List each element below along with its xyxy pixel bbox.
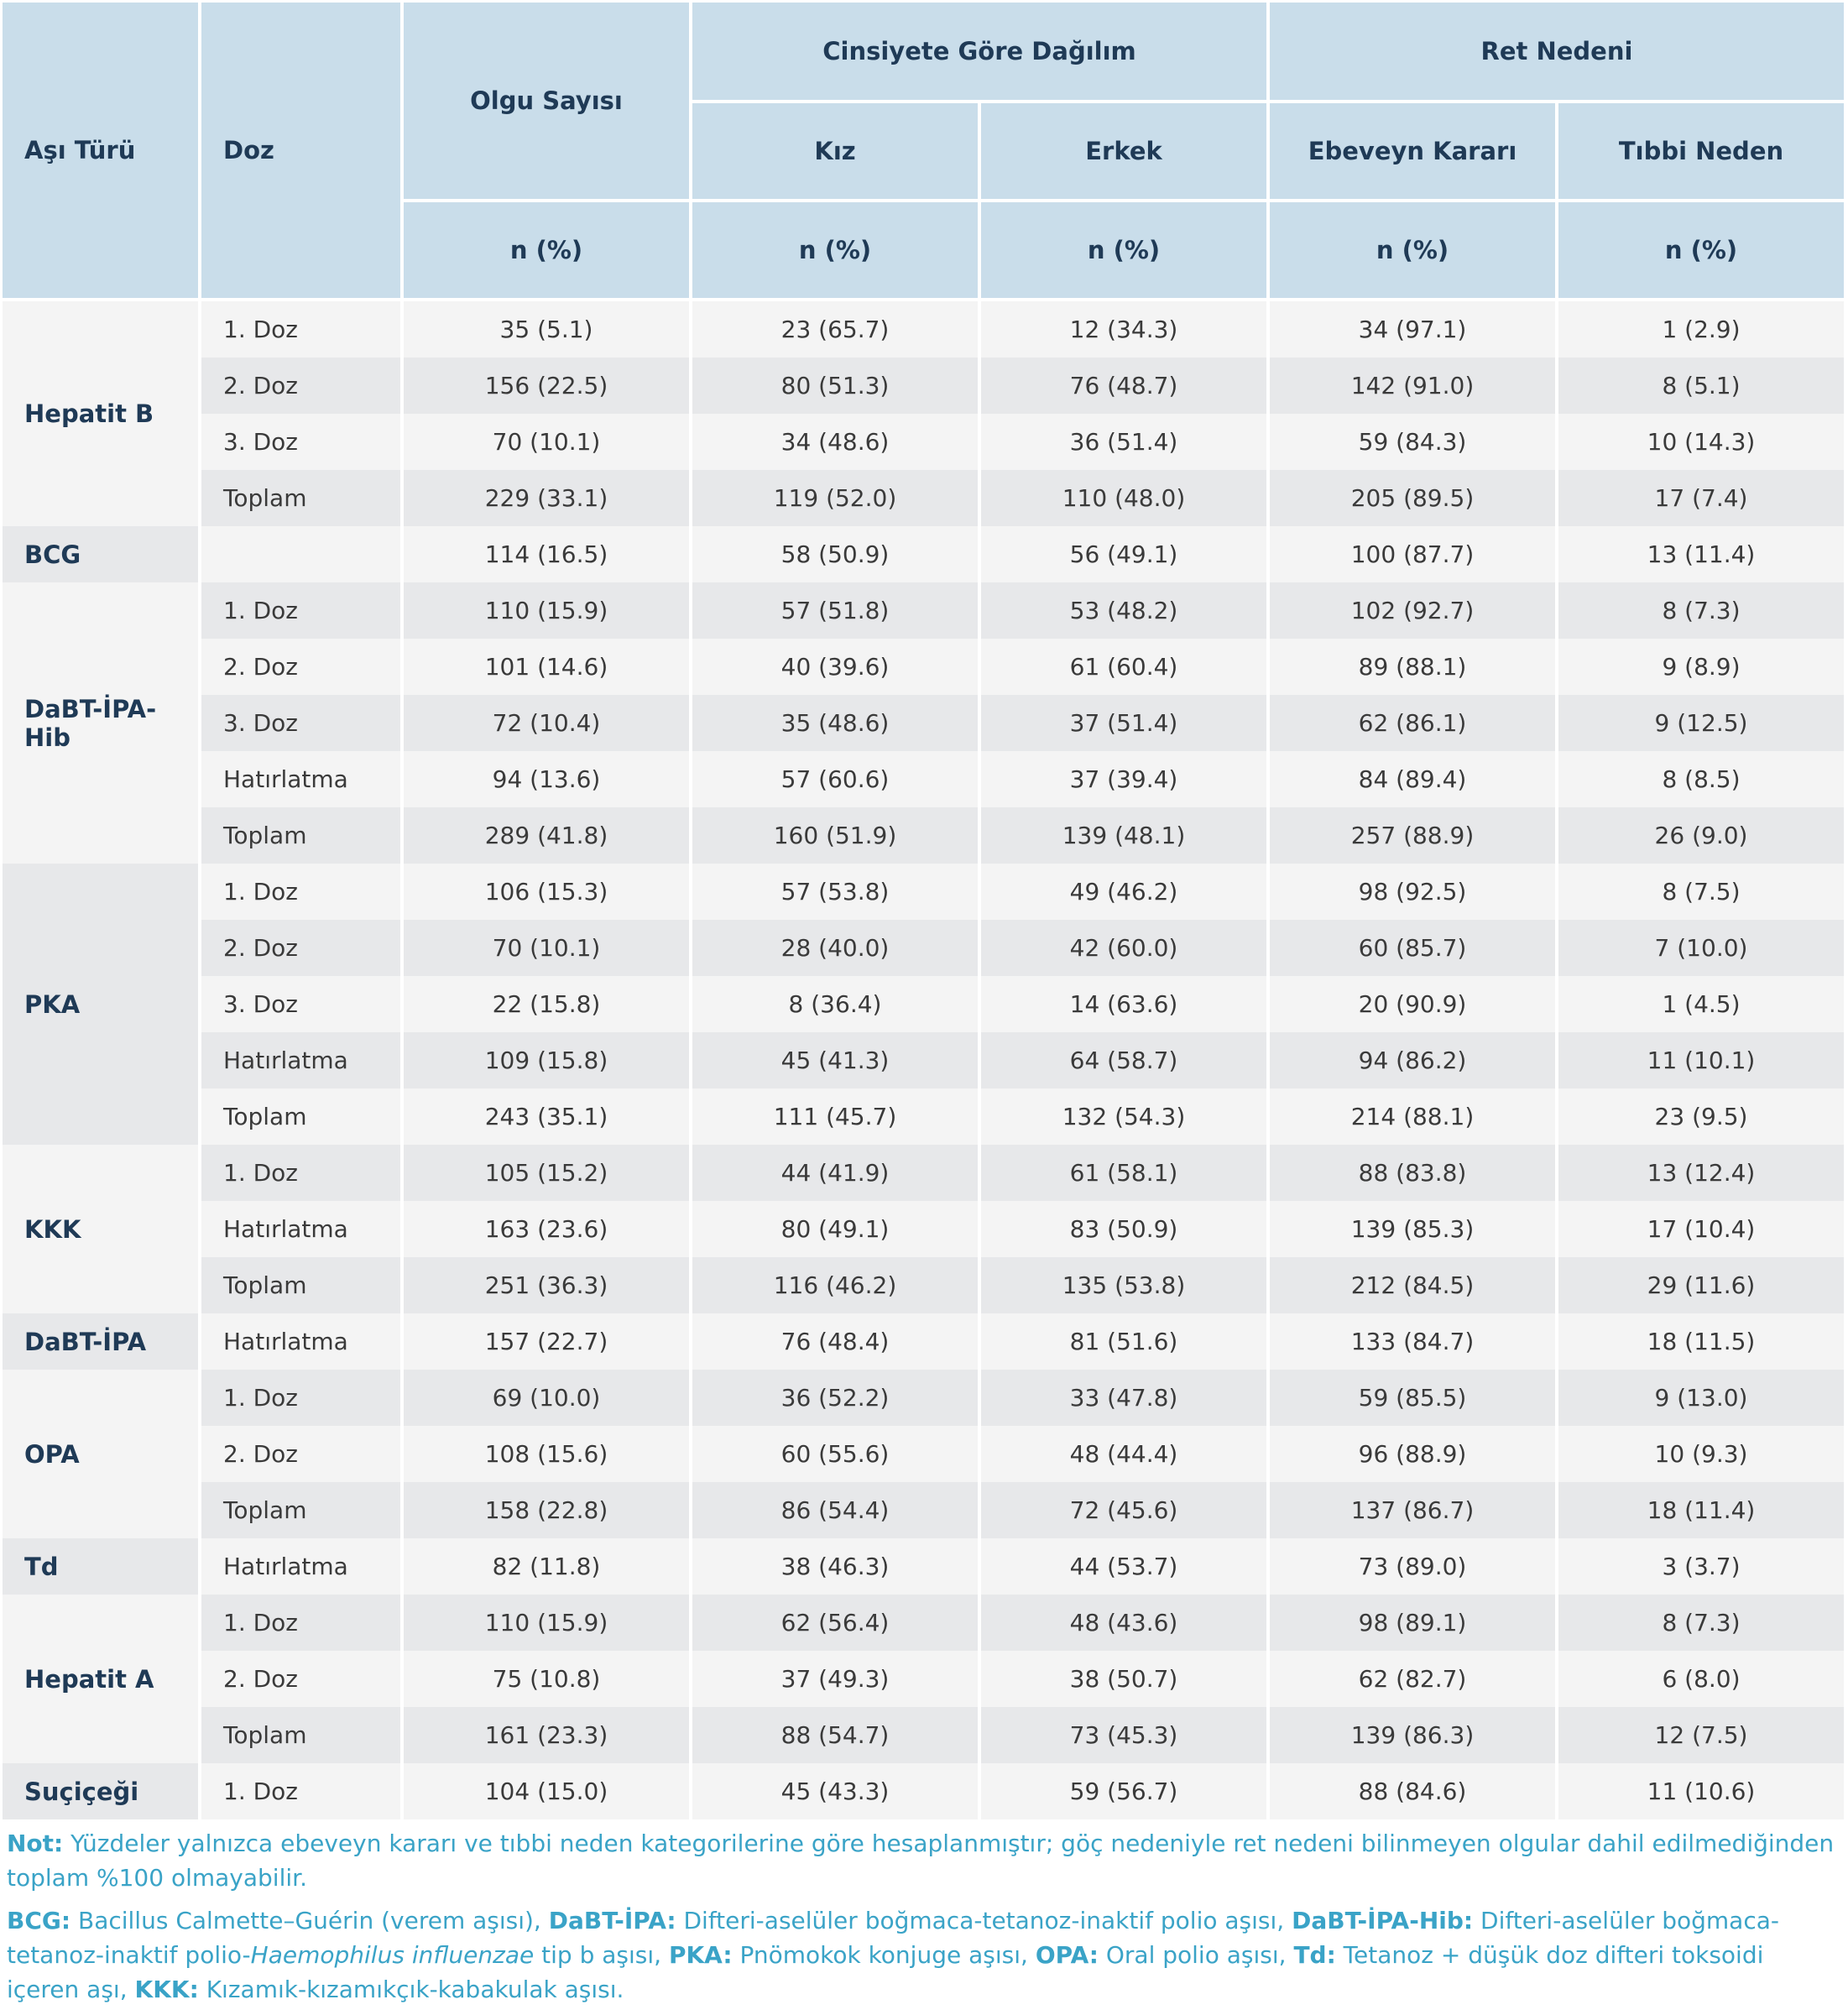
case-count-cell: 157 (22.7) (404, 1313, 689, 1370)
dose-cell: 1. Doz (201, 1763, 400, 1819)
medical-reason-cell: 9 (12.5) (1558, 695, 1844, 751)
medical-reason-cell: 18 (11.4) (1558, 1482, 1844, 1538)
medical-reason-cell: 8 (7.5) (1558, 864, 1844, 920)
boy-cell: 81 (51.6) (981, 1313, 1266, 1370)
boy-cell: 61 (58.1) (981, 1145, 1266, 1201)
medical-reason-cell: 8 (5.1) (1558, 358, 1844, 414)
table-row (3, 1763, 1844, 1819)
abbr-text: Difteri-aselüler boğmaca-tetanoz-inaktif polio- (7, 1907, 1779, 1969)
abbr-text: Difteri-aselüler boğmaca-tetanoz-inaktif polio aşısı, (676, 1907, 1292, 1934)
table-row (3, 301, 1844, 358)
girl-cell: 88 (54.7) (692, 1707, 978, 1763)
abbr-text: tip b aşısı, (534, 1941, 669, 1969)
medical-reason-cell: 1 (4.5) (1558, 976, 1844, 1032)
table-row (3, 976, 1844, 1032)
table-row (3, 1538, 1844, 1595)
abbr-text: Bacillus Calmette–Guérin (verem aşısı), (70, 1907, 549, 1934)
header-n-pct: n (%) (692, 202, 978, 301)
abbr-label: DaBT-İPA-Hib: (1292, 1907, 1474, 1934)
dose-cell: Hatırlatma (201, 1201, 400, 1257)
case-count-cell: 35 (5.1) (404, 301, 689, 358)
medical-reason-cell: 9 (8.9) (1558, 639, 1844, 695)
boy-cell: 83 (50.9) (981, 1201, 1266, 1257)
case-count-cell: 108 (15.6) (404, 1426, 689, 1482)
table-row (3, 470, 1844, 526)
header-n-pct: n (%) (404, 202, 689, 301)
boy-cell: 135 (53.8) (981, 1257, 1266, 1313)
medical-reason-cell: 8 (8.5) (1558, 751, 1844, 807)
vaccine-type-cell: Td (3, 1538, 198, 1595)
vaccine-type-cell: PKA (3, 864, 198, 1145)
medical-reason-cell: 6 (8.0) (1558, 1651, 1844, 1707)
girl-cell: 111 (45.7) (692, 1088, 978, 1145)
parent-decision-cell: 59 (84.3) (1270, 414, 1555, 470)
girl-cell: 57 (51.8) (692, 582, 978, 639)
boy-cell: 37 (39.4) (981, 751, 1266, 807)
parent-decision-cell: 102 (92.7) (1270, 582, 1555, 639)
medical-reason-cell: 3 (3.7) (1558, 1538, 1844, 1595)
abbr-italic: Haemophilus influenzae (250, 1941, 535, 1969)
boy-cell: 73 (45.3) (981, 1707, 1266, 1763)
parent-decision-cell: 20 (90.9) (1270, 976, 1555, 1032)
dose-cell: 2. Doz (201, 358, 400, 414)
case-count-cell: 106 (15.3) (404, 864, 689, 920)
medical-reason-cell: 26 (9.0) (1558, 807, 1844, 864)
girl-cell: 38 (46.3) (692, 1538, 978, 1595)
girl-cell: 23 (65.7) (692, 301, 978, 358)
dose-cell: 3. Doz (201, 976, 400, 1032)
abbreviations-paragraph (7, 1903, 1836, 2007)
dose-cell: 1. Doz (201, 1145, 400, 1201)
dose-cell: Toplam (201, 470, 400, 526)
dose-cell: Toplam (201, 1707, 400, 1763)
parent-decision-cell: 73 (89.0) (1270, 1538, 1555, 1595)
header-dose: Doz (201, 3, 400, 301)
girl-cell: 45 (41.3) (692, 1032, 978, 1088)
dose-cell (201, 526, 400, 582)
girl-cell: 57 (60.6) (692, 751, 978, 807)
girl-cell: 119 (52.0) (692, 470, 978, 526)
case-count-cell: 69 (10.0) (404, 1370, 689, 1426)
medical-reason-cell: 29 (11.6) (1558, 1257, 1844, 1313)
dose-cell: Toplam (201, 1482, 400, 1538)
medical-reason-cell: 8 (7.3) (1558, 1595, 1844, 1651)
medical-reason-cell: 8 (7.3) (1558, 582, 1844, 639)
dose-cell: 2. Doz (201, 920, 400, 976)
parent-decision-cell: 88 (84.6) (1270, 1763, 1555, 1819)
header-n-pct: n (%) (1270, 202, 1555, 301)
medical-reason-cell: 13 (12.4) (1558, 1145, 1844, 1201)
abbr-text: Kızamık-kızamıkçık-kabakulak aşısı. (198, 1976, 624, 2003)
case-count-cell: 161 (23.3) (404, 1707, 689, 1763)
vaccine-type-cell: BCG (3, 526, 198, 582)
table-row (3, 920, 1844, 976)
boy-cell: 110 (48.0) (981, 470, 1266, 526)
case-count-cell: 114 (16.5) (404, 526, 689, 582)
case-count-cell: 251 (36.3) (404, 1257, 689, 1313)
table-row (3, 414, 1844, 470)
case-count-cell: 101 (14.6) (404, 639, 689, 695)
medical-reason-cell: 17 (7.4) (1558, 470, 1844, 526)
table-row (3, 864, 1844, 920)
case-count-cell: 243 (35.1) (404, 1088, 689, 1145)
table-row (3, 639, 1844, 695)
dose-cell: 1. Doz (201, 864, 400, 920)
boy-cell: 36 (51.4) (981, 414, 1266, 470)
case-count-cell: 82 (11.8) (404, 1538, 689, 1595)
case-count-cell: 70 (10.1) (404, 920, 689, 976)
dose-cell: 1. Doz (201, 301, 400, 358)
case-count-cell: 156 (22.5) (404, 358, 689, 414)
parent-decision-cell: 59 (85.5) (1270, 1370, 1555, 1426)
abbr-text: Pnömokok konjuge aşısı, (732, 1941, 1036, 1969)
vaccine-refusal-table (0, 3, 1847, 1819)
girl-cell: 80 (49.1) (692, 1201, 978, 1257)
dose-cell: 3. Doz (201, 695, 400, 751)
parent-decision-cell: 257 (88.9) (1270, 807, 1555, 864)
case-count-cell: 70 (10.1) (404, 414, 689, 470)
boy-cell: 14 (63.6) (981, 976, 1266, 1032)
parent-decision-cell: 96 (88.9) (1270, 1426, 1555, 1482)
case-count-cell: 109 (15.8) (404, 1032, 689, 1088)
table-row (3, 1707, 1844, 1763)
table-row (3, 1651, 1844, 1707)
parent-decision-cell: 94 (86.2) (1270, 1032, 1555, 1088)
girl-cell: 57 (53.8) (692, 864, 978, 920)
vaccine-type-cell: Hepatit A (3, 1595, 198, 1763)
vaccine-type-cell: OPA (3, 1370, 198, 1538)
header-girl: Kız (692, 103, 978, 202)
abbr-label: BCG: (7, 1907, 71, 1934)
dose-cell: 1. Doz (201, 582, 400, 639)
boy-cell: 139 (48.1) (981, 807, 1266, 864)
boy-cell: 42 (60.0) (981, 920, 1266, 976)
medical-reason-cell: 18 (11.5) (1558, 1313, 1844, 1370)
dose-cell: Hatırlatma (201, 751, 400, 807)
parent-decision-cell: 214 (88.1) (1270, 1088, 1555, 1145)
table-row (3, 526, 1844, 582)
dose-cell: 2. Doz (201, 1651, 400, 1707)
girl-cell: 44 (41.9) (692, 1145, 978, 1201)
table-row (3, 358, 1844, 414)
table-row (3, 751, 1844, 807)
table-row (3, 1482, 1844, 1538)
parent-decision-cell: 133 (84.7) (1270, 1313, 1555, 1370)
girl-cell: 62 (56.4) (692, 1595, 978, 1651)
abbr-label: DaBT-İPA: (548, 1907, 676, 1934)
vaccine-type-cell: KKK (3, 1145, 198, 1313)
parent-decision-cell: 100 (87.7) (1270, 526, 1555, 582)
table-row (3, 695, 1844, 751)
boy-cell: 56 (49.1) (981, 526, 1266, 582)
boy-cell: 132 (54.3) (981, 1088, 1266, 1145)
boy-cell: 49 (46.2) (981, 864, 1266, 920)
parent-decision-cell: 139 (86.3) (1270, 1707, 1555, 1763)
girl-cell: 36 (52.2) (692, 1370, 978, 1426)
case-count-cell: 158 (22.8) (404, 1482, 689, 1538)
girl-cell: 160 (51.9) (692, 807, 978, 864)
girl-cell: 60 (55.6) (692, 1426, 978, 1482)
girl-cell: 28 (40.0) (692, 920, 978, 976)
boy-cell: 44 (53.7) (981, 1538, 1266, 1595)
girl-cell: 37 (49.3) (692, 1651, 978, 1707)
header-n-pct: n (%) (981, 202, 1266, 301)
table-row (3, 1145, 1844, 1201)
table-header (3, 3, 1844, 301)
boy-cell: 64 (58.7) (981, 1032, 1266, 1088)
case-count-cell: 104 (15.0) (404, 1763, 689, 1819)
dose-cell: Toplam (201, 1257, 400, 1313)
abbr-label: OPA: (1035, 1941, 1099, 1969)
case-count-cell: 22 (15.8) (404, 976, 689, 1032)
parent-decision-cell: 62 (82.7) (1270, 1651, 1555, 1707)
case-count-cell: 94 (13.6) (404, 751, 689, 807)
case-count-cell: 75 (10.8) (404, 1651, 689, 1707)
parent-decision-cell: 98 (89.1) (1270, 1595, 1555, 1651)
table-row (3, 1313, 1844, 1370)
girl-cell: 80 (51.3) (692, 358, 978, 414)
case-count-cell: 72 (10.4) (404, 695, 689, 751)
girl-cell: 34 (48.6) (692, 414, 978, 470)
boy-cell: 48 (44.4) (981, 1426, 1266, 1482)
medical-reason-cell: 11 (10.1) (1558, 1032, 1844, 1088)
medical-reason-cell: 17 (10.4) (1558, 1201, 1844, 1257)
abbr-label: PKA: (668, 1941, 733, 1969)
dose-cell: 1. Doz (201, 1595, 400, 1651)
medical-reason-cell: 1 (2.9) (1558, 301, 1844, 358)
table-row (3, 582, 1844, 639)
vaccine-type-cell: DaBT-İPA (3, 1313, 198, 1370)
dose-cell: Hatırlatma (201, 1032, 400, 1088)
medical-reason-cell: 10 (9.3) (1558, 1426, 1844, 1482)
parent-decision-cell: 84 (89.4) (1270, 751, 1555, 807)
abbr-label: KKK: (134, 1976, 199, 2003)
medical-reason-cell: 10 (14.3) (1558, 414, 1844, 470)
girl-cell: 8 (36.4) (692, 976, 978, 1032)
table-row (3, 1426, 1844, 1482)
table-body (3, 301, 1844, 1819)
parent-decision-cell: 212 (84.5) (1270, 1257, 1555, 1313)
medical-reason-cell: 9 (13.0) (1558, 1370, 1844, 1426)
boy-cell: 37 (51.4) (981, 695, 1266, 751)
parent-decision-cell: 98 (92.5) (1270, 864, 1555, 920)
girl-cell: 40 (39.6) (692, 639, 978, 695)
note-paragraph (7, 1826, 1836, 1895)
parent-decision-cell: 88 (83.8) (1270, 1145, 1555, 1201)
girl-cell: 86 (54.4) (692, 1482, 978, 1538)
note-text: Yüzdeler yalnızca ebeveyn kararı ve tıbbi neden kategorilerine göre hesaplanmıştır; göç nedeniyle ret nedeni bilinmeyen olgular dahil edilmediğinden toplam %100 olmayabilir. (7, 1830, 1835, 1892)
parent-decision-cell: 137 (86.7) (1270, 1482, 1555, 1538)
boy-cell: 53 (48.2) (981, 582, 1266, 639)
abbr-text: Tetanoz + düşük doz difteri toksoidi içeren aşı, (7, 1941, 1764, 2003)
note-label: Not: (7, 1830, 64, 1857)
medical-reason-cell: 11 (10.6) (1558, 1763, 1844, 1819)
boy-cell: 48 (43.6) (981, 1595, 1266, 1651)
header-parent-decision: Ebeveyn Kararı (1270, 103, 1555, 202)
vaccine-type-cell: DaBT-İPA-Hib (3, 582, 198, 864)
table-row (3, 1257, 1844, 1313)
dose-cell: Hatırlatma (201, 1538, 400, 1595)
girl-cell: 58 (50.9) (692, 526, 978, 582)
case-count-cell: 229 (33.1) (404, 470, 689, 526)
dose-cell: Hatırlatma (201, 1313, 400, 1370)
table-row (3, 1595, 1844, 1651)
parent-decision-cell: 205 (89.5) (1270, 470, 1555, 526)
footnotes (7, 1826, 1836, 2015)
parent-decision-cell: 62 (86.1) (1270, 695, 1555, 751)
case-count-cell: 289 (41.8) (404, 807, 689, 864)
dose-cell: 1. Doz (201, 1370, 400, 1426)
boy-cell: 33 (47.8) (981, 1370, 1266, 1426)
table-row (3, 1088, 1844, 1145)
parent-decision-cell: 34 (97.1) (1270, 301, 1555, 358)
dose-cell: Toplam (201, 1088, 400, 1145)
abbr-label: Td: (1293, 1941, 1336, 1969)
table-row (3, 807, 1844, 864)
medical-reason-cell: 23 (9.5) (1558, 1088, 1844, 1145)
parent-decision-cell: 142 (91.0) (1270, 358, 1555, 414)
parent-decision-cell: 60 (85.7) (1270, 920, 1555, 976)
header-gender-group: Cinsiyete Göre Dağılım (692, 3, 1266, 103)
boy-cell: 12 (34.3) (981, 301, 1266, 358)
header-medical-reason: Tıbbi Neden (1558, 103, 1844, 202)
vaccine-type-cell: Suçiçeği (3, 1763, 198, 1819)
header-n-pct: n (%) (1558, 202, 1844, 301)
boy-cell: 72 (45.6) (981, 1482, 1266, 1538)
dose-cell: 2. Doz (201, 639, 400, 695)
dose-cell: 2. Doz (201, 1426, 400, 1482)
case-count-cell: 105 (15.2) (404, 1145, 689, 1201)
parent-decision-cell: 89 (88.1) (1270, 639, 1555, 695)
header-vaccine-type: Aşı Türü (3, 3, 198, 301)
header-boy: Erkek (981, 103, 1266, 202)
vaccine-type-cell: Hepatit B (3, 301, 198, 526)
header-refusal-group: Ret Nedeni (1270, 3, 1844, 103)
case-count-cell: 110 (15.9) (404, 1595, 689, 1651)
girl-cell: 116 (46.2) (692, 1257, 978, 1313)
girl-cell: 76 (48.4) (692, 1313, 978, 1370)
boy-cell: 59 (56.7) (981, 1763, 1266, 1819)
girl-cell: 45 (43.3) (692, 1763, 978, 1819)
boy-cell: 76 (48.7) (981, 358, 1266, 414)
parent-decision-cell: 139 (85.3) (1270, 1201, 1555, 1257)
dose-cell: Toplam (201, 807, 400, 864)
abbr-text: Oral polio aşısı, (1098, 1941, 1294, 1969)
case-count-cell: 110 (15.9) (404, 582, 689, 639)
table-row (3, 1032, 1844, 1088)
boy-cell: 38 (50.7) (981, 1651, 1266, 1707)
girl-cell: 35 (48.6) (692, 695, 978, 751)
table-row (3, 1370, 1844, 1426)
medical-reason-cell: 13 (11.4) (1558, 526, 1844, 582)
case-count-cell: 163 (23.6) (404, 1201, 689, 1257)
header-case-count: Olgu Sayısı (404, 3, 689, 202)
medical-reason-cell: 7 (10.0) (1558, 920, 1844, 976)
dose-cell: 3. Doz (201, 414, 400, 470)
medical-reason-cell: 12 (7.5) (1558, 1707, 1844, 1763)
table-row (3, 1201, 1844, 1257)
boy-cell: 61 (60.4) (981, 639, 1266, 695)
